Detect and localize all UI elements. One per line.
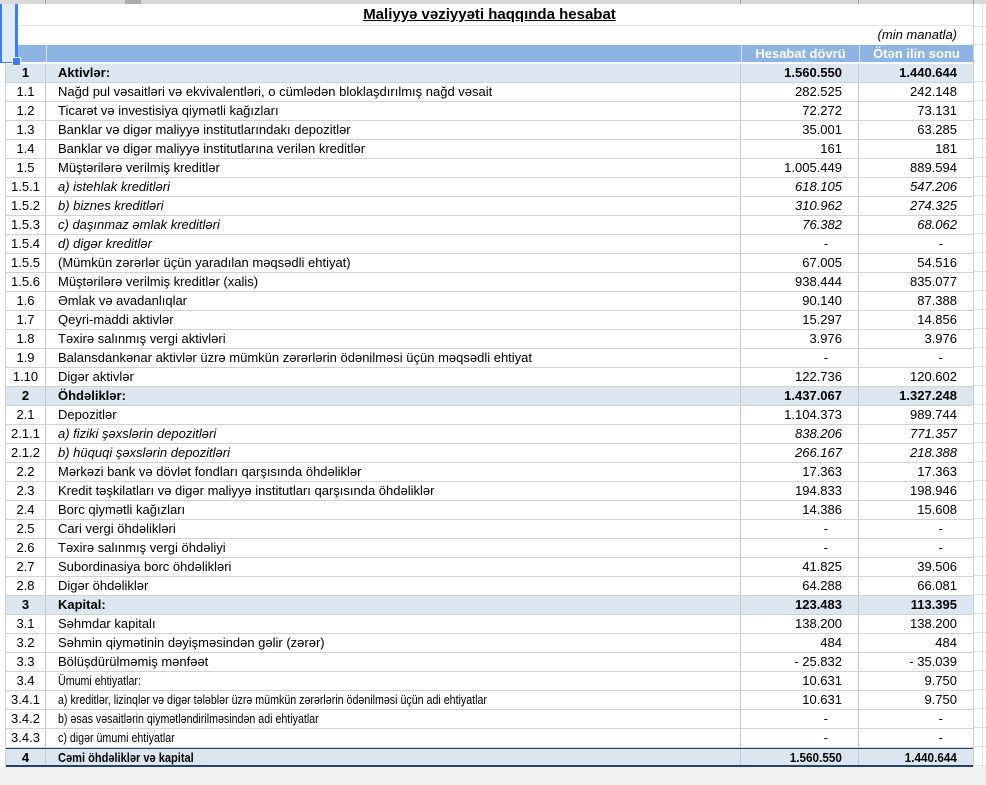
row-value-current[interactable]: 17.363 (741, 463, 859, 481)
row-value-prior[interactable]: 1.327.248 (899, 388, 957, 403)
row-number-cell[interactable]: 2.1.2 (6, 444, 46, 462)
row-number-cell[interactable]: 2.1.1 (6, 425, 46, 443)
table-row (6, 501, 973, 520)
row-label-cell[interactable]: Kredit təşkilatları və digər maliyyə institutları qarşısında öhdəliklər (46, 482, 741, 500)
table-row (6, 178, 973, 197)
header-current-period[interactable]: Hesabat dövrü (741, 45, 859, 63)
row-label-cell[interactable]: d) digər kreditlər (46, 235, 741, 253)
row-number-cell[interactable]: 2 (6, 387, 46, 405)
table-row (6, 349, 973, 368)
row-number-cell[interactable]: 1 (6, 64, 46, 82)
row-value-current[interactable]: 10.631 (741, 691, 859, 709)
table-row (6, 368, 973, 387)
row-value-current[interactable]: 1.005.449 (741, 159, 859, 177)
row-number-cell[interactable]: 3.4.3 (6, 729, 46, 747)
financial-statement-table (5, 4, 974, 767)
row-value-current[interactable]: - (741, 710, 859, 728)
row-value-prior[interactable]: 15.608 (917, 502, 957, 517)
row-label-cell[interactable]: Qeyri-maddi aktivlər (46, 311, 741, 329)
row-label-cell[interactable]: Səhmdar kapitalı (46, 615, 741, 633)
row-label-cell[interactable]: Təxirə salınmış vergi aktivləri (46, 330, 741, 348)
row-value-prior[interactable]: 484 (935, 635, 957, 650)
row-number-cell[interactable]: 2.6 (6, 539, 46, 557)
table-row (6, 159, 973, 178)
row-label-cell[interactable]: Öhdəliklər: (46, 387, 741, 405)
row-number-cell[interactable]: 2.7 (6, 558, 46, 576)
row-value-prior[interactable]: 1.440.644 (904, 750, 957, 765)
row-value-current[interactable]: 1.437.067 (741, 387, 859, 405)
unit-note: (min manatla) (877, 27, 957, 42)
table-row (6, 254, 973, 273)
table-row (6, 387, 973, 406)
table-row (6, 672, 973, 691)
row-label-cell[interactable]: a) fiziki şəxslərin depozitləri (46, 425, 741, 443)
row-label-cell[interactable]: b) hüquqi şəxslərin depozitləri (46, 444, 741, 462)
row-label-cell[interactable]: Cəmi öhdəliklər və kapital (46, 749, 741, 765)
row-label-cell[interactable]: Ticarət və investisiya qiymətli kağızları (46, 102, 741, 120)
table-row (6, 482, 973, 501)
row-value-current[interactable]: 41.825 (741, 558, 859, 576)
row-value-prior[interactable]: - (938, 540, 943, 555)
table-row (6, 463, 973, 482)
row-number-cell[interactable]: 3.4 (6, 672, 46, 690)
table-row (6, 425, 973, 444)
row-label-cell[interactable]: Borc qiymətli kağızları (46, 501, 741, 519)
row-value-current[interactable]: 122.736 (741, 368, 859, 386)
table-row (6, 64, 973, 83)
row-value-current[interactable]: - (741, 520, 859, 538)
gridline-horizontal (974, 44, 986, 45)
row-value-prior[interactable]: - (938, 730, 943, 745)
row-value-prior[interactable]: 9.750 (924, 692, 957, 707)
row-number-cell[interactable]: 1.4 (6, 140, 46, 158)
row-label-cell[interactable]: Müştərilərə verilmiş kreditlər (xalis) (46, 273, 741, 291)
row-value-current[interactable]: 938.444 (741, 273, 859, 291)
table-row (6, 311, 973, 330)
table-row (6, 121, 973, 140)
row-label-cell[interactable]: Təxirə salınmış vergi öhdəliyi (46, 539, 741, 557)
row-number-cell[interactable]: 4 (6, 749, 46, 765)
row-label-cell[interactable]: b) əsas vəsaitlərin qiymətləndirilməsindən adi ehtiyatlar (46, 710, 741, 728)
row-number-cell[interactable]: 3.1 (6, 615, 46, 633)
row-number-cell[interactable]: 1.5.1 (6, 178, 46, 196)
row-value-current[interactable]: 484 (741, 634, 859, 652)
row-value-prior[interactable]: 120.602 (910, 369, 957, 384)
row-value-prior[interactable]: 113.395 (910, 597, 957, 612)
row-value-current[interactable]: 138.200 (741, 615, 859, 633)
row-label-cell[interactable]: Aktivlər: (46, 64, 741, 82)
row-value-prior[interactable]: 14.856 (917, 312, 957, 327)
table-row (6, 558, 973, 577)
row-number-cell[interactable]: 1.2 (6, 102, 46, 120)
row-number-cell[interactable]: 2.1 (6, 406, 46, 424)
row-label-cell[interactable]: Digər aktivlər (46, 368, 741, 386)
header-prior-period[interactable]: Ötən ilin sonu (859, 45, 973, 63)
area-below-table (0, 767, 986, 785)
row-value-prior[interactable]: 835.077 (910, 274, 957, 289)
row-number-cell[interactable]: 2.8 (6, 577, 46, 595)
row-value-prior[interactable]: 889.594 (910, 160, 957, 175)
row-label-cell[interactable]: Mərkəzi bank və dövlət fondları qarşısında öhdəliklər (46, 463, 741, 481)
table-row (6, 520, 973, 539)
row-value-prior[interactable]: 63.285 (917, 122, 957, 137)
row-value-current[interactable]: 266.167 (741, 444, 859, 462)
row-value-prior[interactable]: - 35.039 (909, 654, 957, 669)
row-value-current[interactable]: 3.976 (741, 330, 859, 348)
table-row (6, 235, 973, 254)
row-label-cell[interactable]: a) kreditlər, lizinqlər və digər tələblər üzrə mümkün zərərlərin ödənilməsi üçün adi ehtiyatlar (46, 691, 741, 709)
row-label-cell[interactable]: c) digər ümumi ehtiyatlar (46, 729, 741, 747)
row-value-current[interactable]: 282.525 (741, 83, 859, 101)
row-number-cell[interactable]: 2.4 (6, 501, 46, 519)
row-label-cell[interactable]: Əmlak və avadanlıqlar (46, 292, 741, 310)
row-value-current[interactable]: 1.104.373 (741, 406, 859, 424)
row-value-prior[interactable]: 54.516 (917, 255, 957, 270)
row-value-prior[interactable]: 1.440.644 (899, 65, 957, 80)
row-value-prior[interactable]: 138.200 (910, 616, 957, 631)
row-label-cell[interactable]: c) daşınmaz əmlak kreditləri (46, 216, 741, 234)
row-number-cell[interactable]: 1.1 (6, 83, 46, 101)
row-number-cell[interactable]: 1.8 (6, 330, 46, 348)
row-number-cell[interactable]: 2.2 (6, 463, 46, 481)
row-value-current[interactable]: - (741, 349, 859, 367)
selected-cell-highlight[interactable] (0, 4, 18, 63)
row-value-prior[interactable]: 242.148 (910, 84, 957, 99)
row-value-current[interactable]: 64.288 (741, 577, 859, 595)
row-value-prior[interactable]: 68.062 (917, 217, 957, 232)
row-number-cell[interactable]: 3.4.1 (6, 691, 46, 709)
row-value-prior[interactable]: - (938, 350, 943, 365)
row-label-cell[interactable]: (Mümkün zərərlər üçün yaradılan məqsədli ehtiyat) (46, 254, 741, 272)
row-value-prior[interactable]: 9.750 (924, 673, 957, 688)
row-number-cell[interactable]: 1.7 (6, 311, 46, 329)
row-value-current[interactable]: 90.140 (741, 292, 859, 310)
row-label-cell[interactable]: Bölüşdürülməmiş mənfəət (46, 653, 741, 671)
row-value-prior[interactable]: 547.206 (910, 179, 957, 194)
row-value-current[interactable]: 194.833 (741, 482, 859, 500)
table-row (6, 710, 973, 729)
table-row (6, 216, 973, 235)
row-value-prior[interactable]: 73.131 (917, 103, 957, 118)
row-value-prior[interactable]: 66.081 (917, 578, 957, 593)
table-row (6, 102, 973, 121)
row-value-prior[interactable]: 274.325 (910, 198, 957, 213)
sheet-title-cell[interactable] (6, 4, 973, 26)
row-number-cell[interactable]: 1.10 (6, 368, 46, 386)
row-value-prior[interactable]: - (938, 521, 943, 536)
row-number-cell[interactable]: 1.6 (6, 292, 46, 310)
row-label-cell[interactable]: Subordinasiya borc öhdəlikləri (46, 558, 741, 576)
row-number-cell[interactable]: 2.3 (6, 482, 46, 500)
row-number-cell[interactable]: 1.5.4 (6, 235, 46, 253)
row-value-current[interactable]: - (741, 235, 859, 253)
row-label-cell[interactable]: a) istehlak kreditləri (46, 178, 741, 196)
row-number-cell[interactable]: 3.3 (6, 653, 46, 671)
table-row (6, 634, 973, 653)
table-row (6, 197, 973, 216)
row-number-cell[interactable]: 3 (6, 596, 46, 614)
table-row (6, 596, 973, 615)
table-row (6, 691, 973, 710)
gridline-strip-right (974, 63, 986, 767)
row-value-current[interactable]: - 25.832 (741, 653, 859, 671)
row-value-current[interactable]: 618.105 (741, 178, 859, 196)
row-value-prior[interactable]: 3.976 (924, 331, 957, 346)
table-body (6, 64, 973, 767)
row-value-current[interactable]: 10.631 (741, 672, 859, 690)
unit-note-cell[interactable] (6, 26, 973, 45)
row-value-prior[interactable]: 218.388 (910, 445, 957, 460)
row-number-cell[interactable]: 3.4.2 (6, 710, 46, 728)
row-value-current[interactable]: 838.206 (741, 425, 859, 443)
row-number-cell[interactable]: 1.9 (6, 349, 46, 367)
table-row (6, 273, 973, 292)
row-value-prior[interactable]: 39.506 (917, 559, 957, 574)
table-row (6, 140, 973, 159)
table-row (6, 83, 973, 102)
row-value-current[interactable]: 1.560.550 (741, 64, 859, 82)
row-value-current[interactable]: 14.386 (741, 501, 859, 519)
table-row (6, 748, 973, 767)
gridline-vertical (982, 4, 983, 767)
row-label-cell[interactable]: Ümumi ehtiyatlar: (46, 672, 741, 690)
row-value-current[interactable]: 1.560.550 (741, 749, 859, 765)
row-value-current[interactable]: 310.962 (741, 197, 859, 215)
row-label-cell[interactable]: Balansdankənar aktivlər üzrə mümkün zərərlərin ödənilməsi üçün məqsədli ehtiyat (46, 349, 741, 367)
table-header-row (6, 45, 973, 64)
row-value-prior[interactable]: - (938, 236, 943, 251)
table-row (6, 406, 973, 425)
header-empty-label[interactable] (46, 45, 741, 63)
row-value-current[interactable]: 72.272 (741, 102, 859, 120)
row-number-cell[interactable]: 1.5.6 (6, 273, 46, 291)
row-label-cell[interactable]: Müştərilərə verilmiş kreditlər (46, 159, 741, 177)
row-number-cell[interactable]: 3.2 (6, 634, 46, 652)
table-row (6, 653, 973, 672)
row-value-prior[interactable]: 771.357 (910, 426, 957, 441)
row-value-current[interactable]: - (741, 729, 859, 747)
row-label-cell[interactable]: Depozitlər (46, 406, 741, 424)
row-label-cell[interactable]: Banklar və digər maliyyə institutlarındakı depozitlər (46, 121, 741, 139)
row-value-prior[interactable]: 198.946 (910, 483, 957, 498)
selection-fill-handle[interactable] (12, 57, 21, 66)
row-value-prior[interactable]: 87.388 (917, 293, 957, 308)
row-value-prior[interactable]: 989.744 (910, 407, 957, 422)
row-label-cell[interactable]: Digər öhdəliklər (46, 577, 741, 595)
table-row (6, 539, 973, 558)
table-row (6, 330, 973, 349)
table-row (6, 615, 973, 634)
row-label-cell[interactable]: Nağd pul vəsaitləri və ekvivalentləri, o cümlədən bloklaşdırılmış nağd vəsait (46, 83, 741, 101)
row-label-cell[interactable]: Cari vergi öhdəlikləri (46, 520, 741, 538)
row-value-prior[interactable]: 17.363 (917, 464, 957, 479)
table-row (6, 292, 973, 311)
row-number-cell[interactable]: 1.5.5 (6, 254, 46, 272)
row-number-cell[interactable]: 1.5.2 (6, 197, 46, 215)
table-row (6, 444, 973, 463)
row-value-prior[interactable]: 181 (935, 141, 957, 156)
row-number-cell[interactable]: 2.5 (6, 520, 46, 538)
page-title: Maliyyə vəziyyəti haqqında hesabat (363, 6, 616, 23)
row-value-current[interactable]: 15.297 (741, 311, 859, 329)
row-number-cell[interactable]: 1.5.3 (6, 216, 46, 234)
row-value-current[interactable]: 67.005 (741, 254, 859, 272)
row-value-current[interactable]: 161 (741, 140, 859, 158)
row-value-current[interactable]: 35.001 (741, 121, 859, 139)
table-row (6, 577, 973, 596)
row-number-cell[interactable]: 1.3 (6, 121, 46, 139)
row-value-prior[interactable]: - (938, 711, 943, 726)
row-label-cell[interactable]: Kapital: (46, 596, 741, 614)
row-value-current[interactable]: 76.382 (741, 216, 859, 234)
table-row (6, 729, 973, 748)
gridline-horizontal (974, 26, 986, 27)
row-value-current[interactable]: - (741, 539, 859, 557)
row-label-cell[interactable]: Banklar və digər maliyyə institutlarına verilən kreditlər (46, 140, 741, 158)
row-label-cell[interactable]: Səhmin qiymətinin dəyişməsindən gəlir (zərər) (46, 634, 741, 652)
row-number-cell[interactable]: 1.5 (6, 159, 46, 177)
row-value-current[interactable]: 123.483 (741, 596, 859, 614)
row-label-cell[interactable]: b) biznes kreditləri (46, 197, 741, 215)
